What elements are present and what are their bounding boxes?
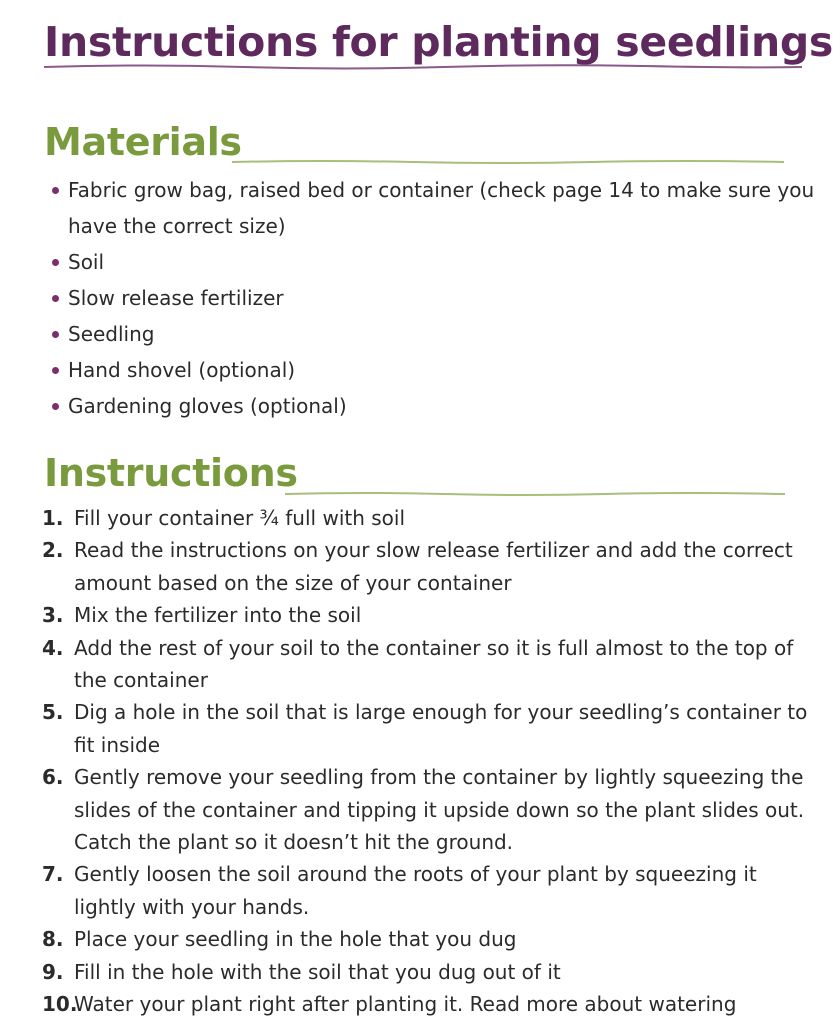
material-item-text: Seedling xyxy=(68,322,155,346)
bullet-icon xyxy=(52,295,59,302)
step-text: Gently remove your seedling from the container by lightly squeezing the slides of the container and tipping it upside down so the plant slides out. Catch the plant so it doesn’t hit the ground. xyxy=(74,765,805,855)
list-item xyxy=(42,632,822,697)
step-number: 5. xyxy=(42,700,64,725)
materials-heading: Materials xyxy=(44,120,242,164)
step-number: 8. xyxy=(42,927,64,952)
step-text: Add the rest of your soil to the container so it is full almost to the top of the container xyxy=(74,635,794,693)
material-item-text: Gardening gloves (optional) xyxy=(68,394,347,418)
step-text: Fill your container ¾ full with soil xyxy=(74,506,406,530)
material-item-text: Hand shovel (optional) xyxy=(68,358,296,382)
list-item xyxy=(50,352,820,388)
material-item-text: Fabric grow bag, raised bed or container (check page 14 to make sure you have the correct size) xyxy=(68,178,815,238)
list-item xyxy=(50,280,820,316)
list-item xyxy=(42,956,822,988)
step-number: 9. xyxy=(42,959,64,984)
instructions-heading-underline xyxy=(285,490,785,498)
bullet-icon xyxy=(52,331,59,338)
list-item xyxy=(42,696,822,761)
materials-list xyxy=(50,172,820,424)
bullet-icon xyxy=(52,259,59,266)
step-text: Fill in the hole with the soil that you dug out of it xyxy=(74,959,561,984)
instructions-heading: Instructions xyxy=(44,451,298,495)
step-number: 10. xyxy=(42,992,78,1017)
bullet-icon xyxy=(52,403,59,410)
instructions-list xyxy=(42,502,822,1021)
material-item-text: Slow release fertilizer xyxy=(68,286,284,310)
list-item xyxy=(50,316,820,352)
step-number: 6. xyxy=(42,765,64,790)
step-text: Read the instructions on your slow release fertilizer and add the correct amount based on the size of your container xyxy=(74,538,793,595)
list-item xyxy=(42,858,822,923)
step-text: Gently loosen the soil around the roots of your plant by squeezing it lightly with your hands. xyxy=(74,862,757,919)
list-item xyxy=(42,988,822,1020)
step-number: 7. xyxy=(42,862,64,887)
step-text: Water your plant right after planting it. Read more about watering xyxy=(74,992,737,1017)
step-text: Place your seedling in the hole that you dug xyxy=(74,927,517,952)
list-item xyxy=(42,761,822,858)
title-underline xyxy=(44,62,802,72)
page-title: Instructions for planting seedlings xyxy=(44,18,833,66)
list-item xyxy=(50,388,820,424)
list-item xyxy=(50,172,820,244)
list-item xyxy=(42,599,822,631)
list-item xyxy=(42,502,822,534)
list-item xyxy=(42,923,822,955)
bullet-icon xyxy=(52,187,59,194)
material-item-text: Soil xyxy=(68,250,105,274)
step-number: 3. xyxy=(42,603,64,628)
step-number: 1. xyxy=(42,506,64,530)
materials-heading-underline xyxy=(232,158,784,166)
list-item xyxy=(42,534,822,599)
step-text: Dig a hole in the soil that is large enough for your seedling’s container to fit inside xyxy=(74,700,808,757)
list-item xyxy=(50,244,820,280)
step-number: 2. xyxy=(42,538,64,563)
bullet-icon xyxy=(52,367,59,374)
step-number: 4. xyxy=(42,635,64,660)
step-text: Mix the fertilizer into the soil xyxy=(74,603,362,628)
